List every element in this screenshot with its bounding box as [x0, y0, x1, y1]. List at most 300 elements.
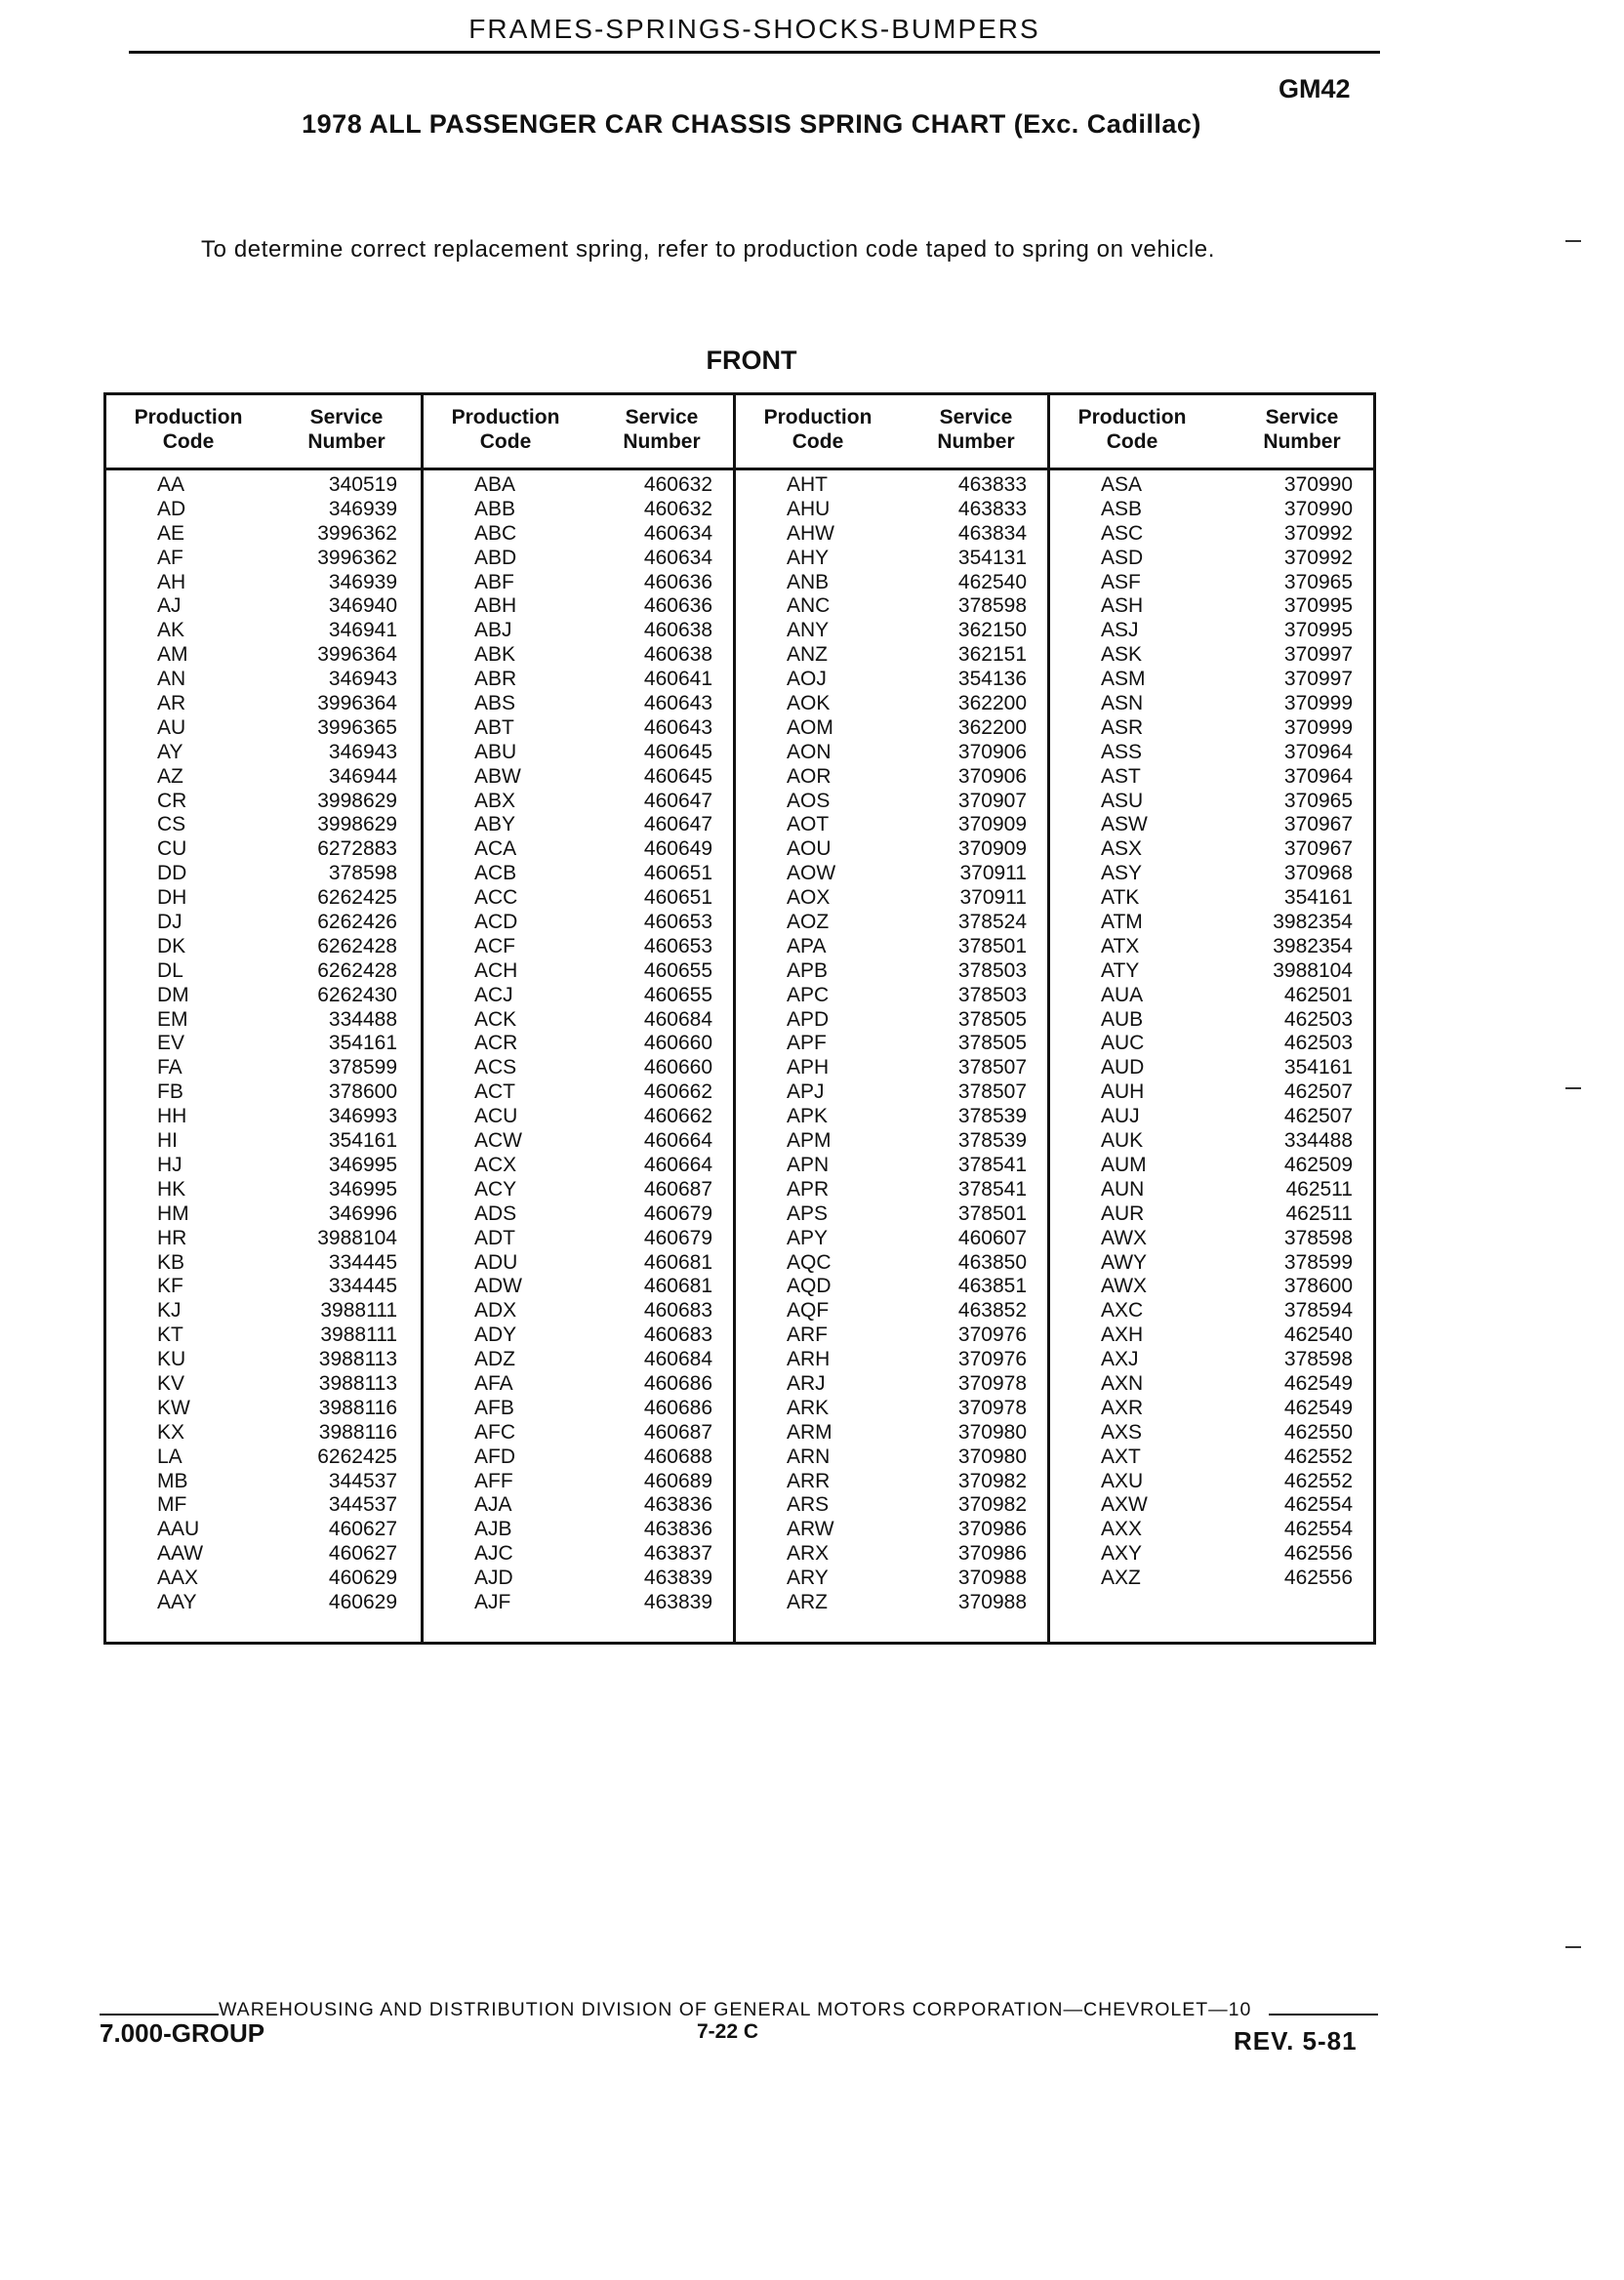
service-number-cell: 378594	[1283, 1299, 1353, 1323]
production-code-cell: KT	[157, 1323, 183, 1347]
service-number-cell: 378599	[328, 1056, 397, 1079]
service-number-cell: 460638	[643, 643, 712, 667]
service-number-cell: 3988113	[318, 1348, 397, 1371]
table-row	[424, 1154, 736, 1178]
service-number-cell: 370986	[957, 1518, 1027, 1541]
service-number-cell: 462509	[1283, 1153, 1353, 1176]
production-code-cell: AUB	[1101, 1007, 1144, 1031]
table-row	[1050, 984, 1376, 1008]
service-number-cell: 362151	[957, 643, 1027, 667]
service-number-cell: 370978	[957, 1371, 1027, 1395]
service-number-cell: 460645	[643, 764, 712, 788]
production-code-cell: DL	[157, 958, 183, 982]
production-code-cell: ARK	[787, 1396, 830, 1419]
table-row	[736, 473, 1050, 498]
service-number-cell: 3998629	[317, 789, 397, 812]
production-code-cell: AUD	[1101, 1056, 1145, 1079]
production-code-cell: ABC	[474, 521, 517, 545]
service-number-cell: 3996364	[317, 643, 397, 667]
production-code-cell: AA	[157, 473, 185, 496]
table-row	[424, 473, 736, 498]
table-row	[424, 1178, 736, 1202]
service-number-cell: 346941	[328, 619, 397, 642]
production-code-cell: AOM	[787, 715, 833, 739]
production-code-cell: AXY	[1101, 1542, 1143, 1566]
production-code-cell: ABY	[474, 813, 516, 836]
table-row	[736, 1056, 1050, 1080]
column-header	[424, 395, 736, 470]
table-row	[424, 1445, 736, 1470]
table-row	[106, 1251, 421, 1276]
production-code-cell: KU	[157, 1348, 186, 1371]
table-row	[106, 1202, 421, 1227]
service-number-cell: 460686	[643, 1371, 712, 1395]
service-number-cell: 6262428	[317, 958, 397, 982]
service-number-cell: 462511	[1285, 1201, 1353, 1225]
table-row	[736, 716, 1050, 741]
production-code-cell: ADS	[474, 1201, 517, 1225]
table-row	[1050, 547, 1376, 571]
production-code-cell: ACK	[474, 1007, 517, 1031]
production-code-cell: AD	[157, 497, 186, 520]
production-code-cell: ASF	[1101, 570, 1141, 593]
table-row	[424, 1421, 736, 1445]
service-number-cell: 6272883	[317, 837, 397, 861]
production-code-cell: AJF	[474, 1590, 511, 1613]
production-code-cell: EM	[157, 1007, 188, 1031]
service-number-cell: 460683	[643, 1299, 712, 1323]
service-number-cell: 460636	[643, 594, 712, 618]
table-row	[106, 1227, 421, 1251]
table-row	[106, 1154, 421, 1178]
production-code-cell: AXC	[1101, 1299, 1144, 1323]
table-row	[1050, 1056, 1376, 1080]
service-number-cell: 460660	[643, 1056, 712, 1079]
table-rows	[106, 473, 421, 1615]
revision-label: REV. 5-81	[1234, 2026, 1358, 2056]
service-number-cell: 460629	[328, 1567, 397, 1590]
service-number-cell: 344537	[328, 1493, 397, 1517]
service-number-cell: 460689	[643, 1469, 712, 1492]
service-number-cell: 460636	[643, 570, 712, 593]
production-code-cell: AHT	[787, 473, 828, 496]
table-row	[106, 1080, 421, 1105]
production-code-cell: KF	[157, 1275, 183, 1298]
table-row	[1050, 1008, 1376, 1033]
service-number-cell: 354161	[328, 1129, 397, 1153]
service-number-cell: 370995	[1283, 619, 1353, 642]
production-code-cell: AQD	[787, 1275, 832, 1298]
production-code-cell: AFA	[474, 1371, 513, 1395]
service-number-cell: 460653	[643, 934, 712, 957]
table-row	[1050, 1445, 1376, 1470]
table-row	[1050, 1202, 1376, 1227]
service-number-cell: 370906	[957, 740, 1027, 763]
service-number-cell: 370995	[1283, 594, 1353, 618]
production-code-cell: AXX	[1101, 1518, 1143, 1541]
service-number-cell: 6262425	[317, 1445, 397, 1468]
service-number-header: Service Number	[1263, 406, 1341, 453]
production-code-cell: AJA	[474, 1493, 512, 1517]
table-row	[736, 1227, 1050, 1251]
table-row	[736, 1178, 1050, 1202]
production-code-cell: AUJ	[1101, 1105, 1140, 1128]
production-code-cell: AJC	[474, 1542, 513, 1566]
service-number-cell: 370965	[1283, 570, 1353, 593]
table-row	[106, 741, 421, 765]
production-code-cell: APJ	[787, 1080, 825, 1104]
service-number-cell: 463852	[957, 1299, 1027, 1323]
table-row	[106, 1348, 421, 1372]
table-row	[106, 522, 421, 547]
production-code-cell: APA	[787, 934, 827, 957]
production-code-cell: AWY	[1101, 1250, 1148, 1274]
service-number-cell: 370992	[1283, 521, 1353, 545]
production-code-cell: AXW	[1101, 1493, 1148, 1517]
table-row	[736, 1591, 1050, 1615]
table-row	[1050, 668, 1376, 692]
service-number-cell: 346995	[328, 1177, 397, 1201]
service-number-cell: 346993	[328, 1105, 397, 1128]
table-row	[424, 1518, 736, 1542]
production-code-cell: ATX	[1101, 934, 1140, 957]
service-number-cell: 6262425	[317, 886, 397, 910]
production-code-cell: ARH	[787, 1348, 831, 1371]
production-code-cell: ABW	[474, 764, 521, 788]
service-number-cell: 460688	[643, 1445, 712, 1468]
production-code-cell: ARM	[787, 1420, 832, 1444]
table-row	[106, 1470, 421, 1494]
production-code-cell: ASK	[1101, 643, 1143, 667]
table-row	[736, 1445, 1050, 1470]
table-row	[1050, 1227, 1376, 1251]
production-code-cell: AQC	[787, 1250, 832, 1274]
table-row	[424, 1591, 736, 1615]
service-number-cell: 370967	[1283, 837, 1353, 861]
table-row	[424, 765, 736, 790]
production-code-cell: ACC	[474, 886, 518, 910]
service-number-cell: 462507	[1283, 1080, 1353, 1104]
table-row	[424, 643, 736, 668]
production-code-cell: FB	[157, 1080, 183, 1104]
service-number-cell: 346939	[328, 497, 397, 520]
service-number-cell: 462503	[1283, 1007, 1353, 1031]
table-row	[106, 790, 421, 814]
table-row	[736, 522, 1050, 547]
production-code-cell: ACB	[474, 862, 517, 885]
production-code-cell: AR	[157, 692, 186, 715]
production-code-cell: ACA	[474, 837, 517, 861]
production-code-cell: AFB	[474, 1396, 514, 1419]
table-row	[1050, 1105, 1376, 1129]
service-number-cell: 460664	[643, 1129, 712, 1153]
service-number-cell: 3996364	[317, 692, 397, 715]
production-code-cell: ACF	[474, 934, 515, 957]
production-code-cell: DJ	[157, 911, 183, 934]
table-row	[1050, 1323, 1376, 1348]
production-code-cell: AFF	[474, 1469, 513, 1492]
service-number-cell: 346940	[328, 594, 397, 618]
table-row	[736, 692, 1050, 716]
table-row	[424, 837, 736, 862]
service-number-cell: 460645	[643, 740, 712, 763]
service-number-cell: 462549	[1283, 1371, 1353, 1395]
table-row	[424, 1032, 736, 1056]
service-number-cell: 460679	[643, 1226, 712, 1249]
production-code-cell: AXU	[1101, 1469, 1144, 1492]
production-code-cell: ANB	[787, 570, 830, 593]
table-row	[1050, 643, 1376, 668]
production-code-cell: AOW	[787, 862, 836, 885]
production-code-cell: ABF	[474, 570, 514, 593]
table-row	[1050, 1032, 1376, 1056]
table-row	[106, 473, 421, 498]
production-code-cell: ABA	[474, 473, 516, 496]
table-row	[106, 1397, 421, 1421]
service-number-cell: 378539	[957, 1105, 1027, 1128]
service-number-cell: 460629	[328, 1590, 397, 1613]
table-rows	[736, 473, 1050, 1615]
production-code-cell: ADU	[474, 1250, 518, 1274]
service-number-cell: 370997	[1283, 643, 1353, 667]
service-number-cell: 346939	[328, 570, 397, 593]
table-row	[424, 522, 736, 547]
table-row	[424, 1227, 736, 1251]
production-code-cell: ABH	[474, 594, 517, 618]
column-header	[1050, 395, 1376, 470]
service-number-cell: 460687	[643, 1420, 712, 1444]
service-number-cell: 370990	[1283, 497, 1353, 520]
production-code-cell: HJ	[157, 1153, 183, 1176]
table-row	[1050, 765, 1376, 790]
service-number-cell: 378507	[957, 1056, 1027, 1079]
service-number-cell: 462556	[1283, 1567, 1353, 1590]
table-row	[736, 1105, 1050, 1129]
table-row	[736, 594, 1050, 619]
column-header	[736, 395, 1050, 470]
table-row	[736, 1275, 1050, 1299]
production-code-header: Production Code	[134, 406, 243, 453]
production-code-cell: ACS	[474, 1056, 517, 1079]
production-code-cell: ADY	[474, 1323, 517, 1347]
production-code-cell: ACU	[474, 1105, 518, 1128]
table-row	[106, 862, 421, 886]
production-code-cell: ACH	[474, 958, 518, 982]
table-row	[736, 1299, 1050, 1323]
table-row	[424, 1542, 736, 1567]
table-row	[736, 1567, 1050, 1591]
table-row	[1050, 741, 1376, 765]
service-number-cell: 463839	[643, 1590, 712, 1613]
table-row	[736, 1129, 1050, 1154]
production-code-cell: KV	[157, 1371, 185, 1395]
service-number-cell: 460653	[643, 911, 712, 934]
table-row	[424, 935, 736, 959]
production-code-cell: MB	[157, 1469, 188, 1492]
table-row	[1050, 1397, 1376, 1421]
table-row	[106, 935, 421, 959]
service-number-cell: 462511	[1285, 1177, 1353, 1201]
service-number-cell: 370997	[1283, 668, 1353, 691]
table-row	[1050, 862, 1376, 886]
table-row	[106, 1591, 421, 1615]
production-code-cell: HH	[157, 1105, 187, 1128]
production-code-cell: ABU	[474, 740, 517, 763]
production-code-cell: APS	[787, 1201, 829, 1225]
service-number-cell: 460638	[643, 619, 712, 642]
production-code-cell: AOR	[787, 764, 832, 788]
service-number-cell: 346944	[328, 764, 397, 788]
footer-publisher-line: WAREHOUSING AND DISTRIBUTION DIVISION OF GENERAL MOTORS CORPORATION—CHEVROLET—10	[219, 1999, 1252, 2020]
table-row	[1050, 1129, 1376, 1154]
table-row	[424, 959, 736, 984]
service-number-cell: 3996365	[317, 715, 397, 739]
production-code-cell: AOX	[787, 886, 831, 910]
group-label: 7.000-GROUP	[100, 2018, 265, 2048]
table-row	[736, 1202, 1050, 1227]
service-number-cell: 3998629	[317, 813, 397, 836]
service-number-cell: 362200	[957, 715, 1027, 739]
table-row	[736, 643, 1050, 668]
production-code-cell: AJB	[474, 1518, 512, 1541]
production-code-cell: ADW	[474, 1275, 522, 1298]
table-row	[106, 1421, 421, 1445]
production-code-cell: ACW	[474, 1129, 522, 1153]
service-number-cell: 460683	[643, 1323, 712, 1347]
service-number-cell: 460643	[643, 715, 712, 739]
table-row	[736, 1008, 1050, 1033]
production-code-cell: AOU	[787, 837, 832, 861]
production-code-cell: ABT	[474, 715, 514, 739]
service-number-cell: 370990	[1283, 473, 1353, 496]
service-number-cell: 378600	[1283, 1275, 1353, 1298]
table-row	[106, 668, 421, 692]
production-code-cell: AK	[157, 619, 185, 642]
service-number-cell: 463851	[957, 1275, 1027, 1298]
table-row	[106, 765, 421, 790]
service-number-cell: 462503	[1283, 1032, 1353, 1055]
service-number-cell: 460660	[643, 1032, 712, 1055]
production-code-cell: HK	[157, 1177, 186, 1201]
spring-chart-table	[103, 392, 1376, 1645]
production-code-header: Production Code	[451, 406, 560, 453]
table-row	[1050, 959, 1376, 984]
service-number-cell: 354161	[1283, 886, 1353, 910]
production-code-cell: AWX	[1101, 1226, 1148, 1249]
production-code-cell: AUC	[1101, 1032, 1145, 1055]
service-number-cell: 462549	[1283, 1396, 1353, 1419]
table-row	[106, 1008, 421, 1033]
production-code-cell: AXR	[1101, 1396, 1144, 1419]
table-row	[424, 1008, 736, 1033]
production-code-cell: AF	[157, 546, 183, 569]
table-row	[1050, 1251, 1376, 1276]
footer-rule	[100, 2014, 219, 2015]
production-code-cell: KJ	[157, 1299, 182, 1323]
production-code-cell: ARX	[787, 1542, 830, 1566]
service-number-cell: 370986	[957, 1542, 1027, 1566]
production-code-cell: AY	[157, 740, 183, 763]
table-row	[106, 1299, 421, 1323]
table-row	[736, 1493, 1050, 1518]
table-row	[736, 1348, 1050, 1372]
table-row	[1050, 935, 1376, 959]
table-rows	[424, 473, 736, 1615]
service-number-cell: 378541	[957, 1177, 1027, 1201]
service-number-cell: 370968	[1283, 862, 1353, 885]
table-row	[1050, 1080, 1376, 1105]
table-row	[1050, 1178, 1376, 1202]
production-code-cell: AXJ	[1101, 1348, 1139, 1371]
table-row	[106, 547, 421, 571]
table-row	[736, 935, 1050, 959]
service-number-cell: 344537	[328, 1469, 397, 1492]
service-number-cell: 346943	[328, 668, 397, 691]
service-number-cell: 378507	[957, 1080, 1027, 1104]
service-number-cell: 460681	[643, 1275, 712, 1298]
table-row	[424, 886, 736, 911]
production-code-cell: AJ	[157, 594, 182, 618]
production-code-cell: AUK	[1101, 1129, 1144, 1153]
production-code-cell: AOK	[787, 692, 831, 715]
table-row	[424, 1299, 736, 1323]
table-row	[424, 1056, 736, 1080]
table-row	[424, 862, 736, 886]
table-row	[1050, 498, 1376, 522]
table-row	[1050, 1518, 1376, 1542]
table-row	[1050, 813, 1376, 837]
service-number-cell: 346943	[328, 740, 397, 763]
service-number-cell: 378541	[957, 1153, 1027, 1176]
service-number-cell: 460664	[643, 1153, 712, 1176]
production-code-cell: EV	[157, 1032, 185, 1055]
table-row	[424, 1251, 736, 1276]
service-number-cell: 334445	[328, 1275, 397, 1298]
production-code-cell: ASB	[1101, 497, 1143, 520]
service-number-cell: 463839	[643, 1567, 712, 1590]
table-row	[1050, 911, 1376, 935]
production-code-cell: ACJ	[474, 983, 513, 1006]
table-row	[736, 1421, 1050, 1445]
table-row	[424, 1323, 736, 1348]
service-number-cell: 354161	[1283, 1056, 1353, 1079]
production-code-cell: HI	[157, 1129, 178, 1153]
service-number-cell: 370976	[957, 1348, 1027, 1371]
service-number-cell: 6262426	[317, 911, 397, 934]
production-code-cell: ACD	[474, 911, 518, 934]
service-number-cell: 370907	[957, 789, 1027, 812]
service-number-cell: 378501	[957, 1201, 1027, 1225]
service-number-cell: 460641	[643, 668, 712, 691]
production-code-cell: AQF	[787, 1299, 830, 1323]
table-row	[736, 911, 1050, 935]
service-number-cell: 378599	[1283, 1250, 1353, 1274]
production-code-cell: APF	[787, 1032, 827, 1055]
production-code-cell: ATY	[1101, 958, 1140, 982]
table-row	[736, 1323, 1050, 1348]
table-row	[106, 984, 421, 1008]
production-code-cell: AHU	[787, 497, 831, 520]
production-code-cell: AU	[157, 715, 186, 739]
production-code-cell: DH	[157, 886, 187, 910]
table-row	[106, 813, 421, 837]
margin-mark	[1565, 1946, 1581, 1948]
service-number-cell: 354161	[328, 1032, 397, 1055]
production-code-cell: AOJ	[787, 668, 827, 691]
page-title: 1978 ALL PASSENGER CAR CHASSIS SPRING CHART (Exc. Cadillac)	[302, 109, 1201, 139]
production-code-cell: AHW	[787, 521, 834, 545]
table-row	[424, 1080, 736, 1105]
